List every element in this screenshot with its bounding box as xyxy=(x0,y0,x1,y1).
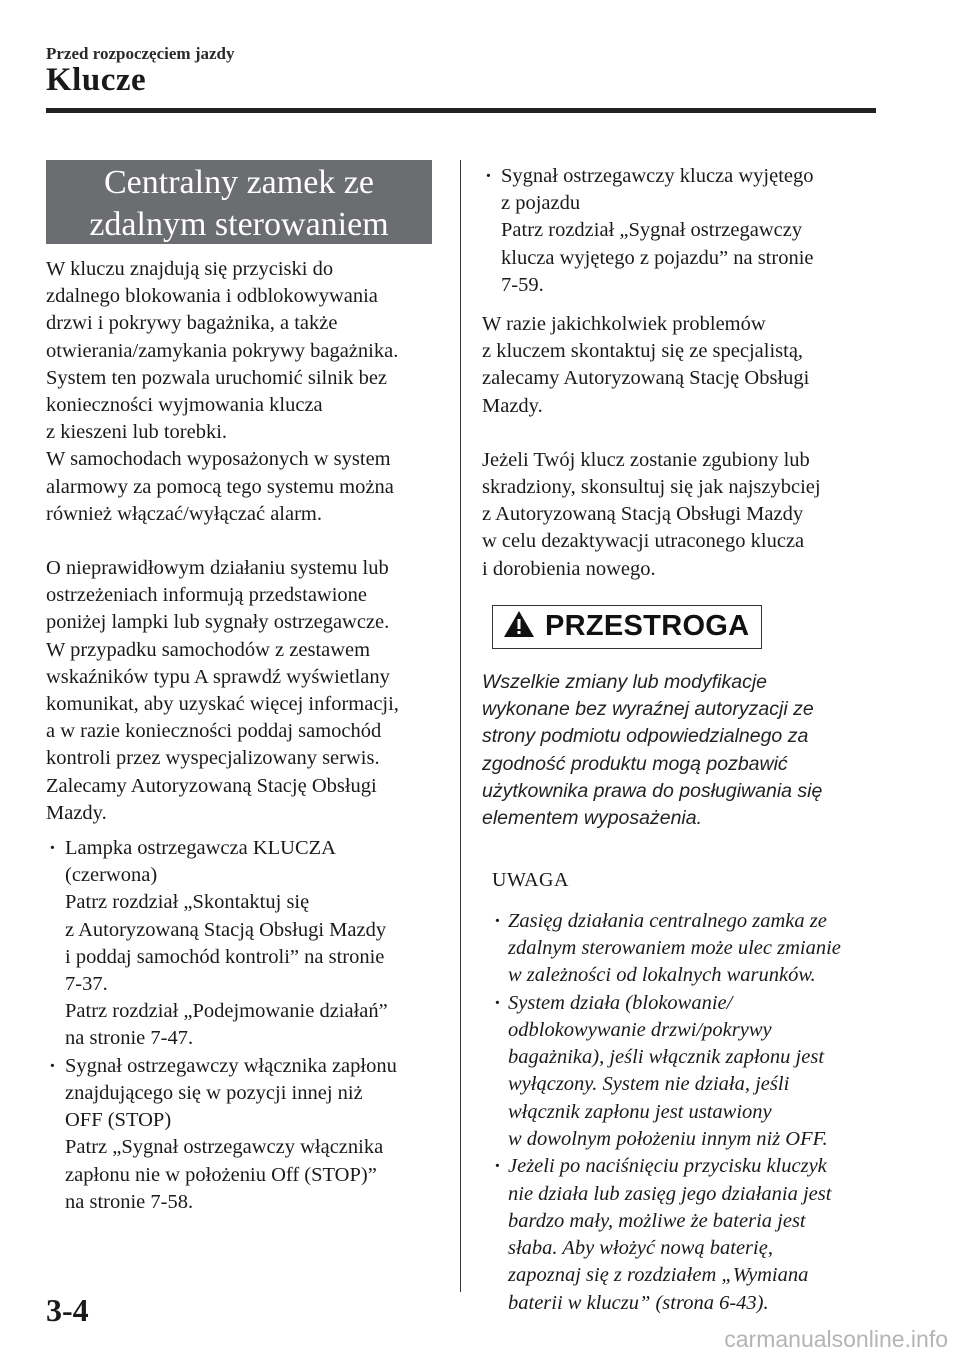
text-line: klucza wyjętego z pojazdu” na stronie xyxy=(501,246,814,269)
text-line: elementem wyposażenia. xyxy=(482,807,703,830)
text-line: z pojazdu xyxy=(501,192,581,215)
text-line: · Jeżeli po naciśnięciu przycisku kluczyk xyxy=(508,1155,827,1178)
warning-paragraph xyxy=(46,555,438,827)
text-line: w dowolnym położeniu innym niż OFF. xyxy=(508,1128,828,1150)
text-line: · Sygnał ostrzegawczy klucza wyjętego xyxy=(501,165,814,187)
text-line: nie działa lub zasięg jego działania jest xyxy=(508,1182,832,1205)
text-line: Wszelkie zmiany lub modyfikacje xyxy=(482,670,768,693)
text-line: na stronie 7-47. xyxy=(65,1027,194,1050)
text-line: z kluczem skontaktuj się ze specjalistą, xyxy=(482,340,804,363)
caution-label: PRZESTROGA xyxy=(545,610,750,643)
text-line: · System działa (blokowanie/ xyxy=(508,991,733,1014)
text-line: z Autoryzowaną Stacją Obsługi Mazdy xyxy=(65,918,387,941)
page-number: 3-4 xyxy=(46,1292,89,1328)
text-line: z kieszeni lub torebki. xyxy=(46,421,228,444)
text-line: konieczności wyjmowania klucza xyxy=(46,394,323,417)
text-line: i poddaj samochód kontroli” na stronie xyxy=(65,945,385,968)
watermark: carmanualsonline.info xyxy=(724,1326,948,1352)
text-line: zapoznaj się z rozdziałem „Wymiana xyxy=(508,1264,809,1287)
text-line: w celu dezaktywacji utraconego klucza xyxy=(482,530,805,553)
section-title-line1: Centralny zamek ze xyxy=(104,164,374,201)
text-line: i dorobienia nowego. xyxy=(482,557,656,580)
text-line: zapłonu nie w położeniu Off (STOP)” xyxy=(65,1163,377,1186)
text-line: bagażnika), jeśli włącznik zapłonu jest xyxy=(508,1046,825,1069)
text-line: Jeżeli Twój klucz zostanie zgubiony lub xyxy=(482,448,810,471)
section-label: Przed rozpoczęciem jazdy xyxy=(46,44,235,63)
text-line: a w razie konieczności poddaj samochód xyxy=(46,720,382,743)
text-line: O nieprawidłowym działaniu systemu lub xyxy=(46,557,389,580)
text-line: W samochodach wyposażonych w system xyxy=(46,448,391,471)
text-line: Patrz rozdział „Sygnał ostrzegawczy xyxy=(501,219,803,242)
list-item xyxy=(46,1053,438,1216)
header-rule xyxy=(46,108,876,113)
text-line: · Sygnał ostrzegawczy włącznika zapłonu xyxy=(65,1054,397,1077)
text-line: wskaźników typu A sprawdź wyświetlany xyxy=(46,665,390,688)
text-line: w zależności od lokalnych warunków. xyxy=(508,964,816,987)
list-item xyxy=(492,908,877,990)
notes-list xyxy=(492,908,877,1317)
section-title-box xyxy=(46,160,432,244)
text-line: strony podmiotu odpowiedzialnego za xyxy=(482,725,809,748)
lost-key-paragraph xyxy=(482,447,877,583)
warning-list xyxy=(46,835,438,1216)
text-line: Patrz rozdział „Skontaktuj się xyxy=(65,891,310,914)
warning-list-continued xyxy=(482,163,877,299)
text-line: Mazdy. xyxy=(482,394,543,417)
text-line: skradziony, skonsultuj się jak najszybciej xyxy=(482,476,821,499)
column-divider xyxy=(460,160,461,1292)
list-item xyxy=(492,1153,877,1317)
text-line: zgodność produktu mogą pozbawić xyxy=(482,752,788,775)
text-line: wykonane bez wyraźnej autoryzacji ze xyxy=(482,698,814,721)
warning-triangle-icon xyxy=(503,610,535,643)
left-column xyxy=(46,160,438,1216)
text-line: · Lampka ostrzegawcza KLUCZA xyxy=(65,837,336,860)
text-line: bardzo mały, możliwe że bateria jest xyxy=(508,1209,806,1232)
text-line: również włączać/wyłączać alarm. xyxy=(46,502,322,525)
text-line: kontroli przez wyspecjalizowany serwis. xyxy=(46,747,380,770)
text-line: włącznik zapłonu jest ustawiony xyxy=(508,1100,772,1123)
text-line: poniżej lampki lub sygnały ostrzegawcze. xyxy=(46,611,390,634)
section-title-line2: zdalnym sterowaniem xyxy=(89,206,389,243)
text-line: na stronie 7-58. xyxy=(65,1190,194,1213)
text-line: W przypadku samochodów z zestawem xyxy=(46,638,371,661)
problem-paragraph xyxy=(482,311,877,420)
text-line: otwierania/zamykania pokrywy bagażnika. xyxy=(46,339,399,362)
text-line: użytkownika prawa do posługiwania się xyxy=(482,780,823,803)
caution-box xyxy=(492,605,762,649)
list-item xyxy=(482,163,877,299)
text-line: zalecamy Autoryzowaną Stację Obsługi xyxy=(482,367,810,390)
text-line: 7-59. xyxy=(501,273,544,296)
text-line: ostrzeżeniach informują przedstawione xyxy=(46,584,368,607)
list-item xyxy=(492,990,877,1154)
list-item xyxy=(46,835,438,1053)
text-line: baterii w kluczu” (strona 6-43). xyxy=(508,1291,769,1314)
text-line: (czerwona) xyxy=(65,864,158,887)
text-line: W razie jakichkolwiek problemów xyxy=(482,313,766,336)
note-heading: UWAGA xyxy=(492,868,569,891)
text-line: zdalnego blokowania i odblokowywania xyxy=(46,285,378,308)
text-line: 7-37. xyxy=(65,973,108,996)
text-line: alarmowy za pomocą tego systemu można xyxy=(46,475,394,498)
text-line: komunikat, aby uzyskać więcej informacji, xyxy=(46,693,399,716)
text-line: W kluczu znajdują się przyciski do xyxy=(46,258,334,280)
text-line: · Zasięg działania centralnego zamka ze xyxy=(508,909,827,932)
text-line: drzwi i pokrywy bagażnika, a także xyxy=(46,312,338,335)
text-line: Patrz rozdział „Podejmowanie działań” xyxy=(65,1000,388,1023)
text-line: Zalecamy Autoryzowaną Stację Obsługi xyxy=(46,774,377,797)
right-column xyxy=(482,163,877,1317)
text-line: Patrz „Sygnał ostrzegawczy włącznika xyxy=(65,1136,384,1159)
intro-paragraph xyxy=(46,256,438,528)
text-line: Mazdy. xyxy=(46,801,107,824)
text-line: znajdującego się w pozycji innej niż xyxy=(65,1081,363,1104)
text-line: słaba. Aby włożyć nową baterię, xyxy=(508,1237,773,1260)
text-line: OFF (STOP) xyxy=(65,1109,172,1132)
page-title: Klucze xyxy=(46,62,147,98)
text-line: System ten pozwala uruchomić silnik bez xyxy=(46,366,388,389)
caution-text xyxy=(482,669,877,833)
text-line: odblokowywanie drzwi/pokrywy xyxy=(508,1018,772,1041)
text-line: wyłączony. System nie działa, jeśli xyxy=(508,1073,790,1096)
text-line: zdalnym sterowaniem może ulec zmianie xyxy=(508,936,841,959)
text-line: z Autoryzowaną Stacją Obsługi Mazdy xyxy=(482,503,804,526)
